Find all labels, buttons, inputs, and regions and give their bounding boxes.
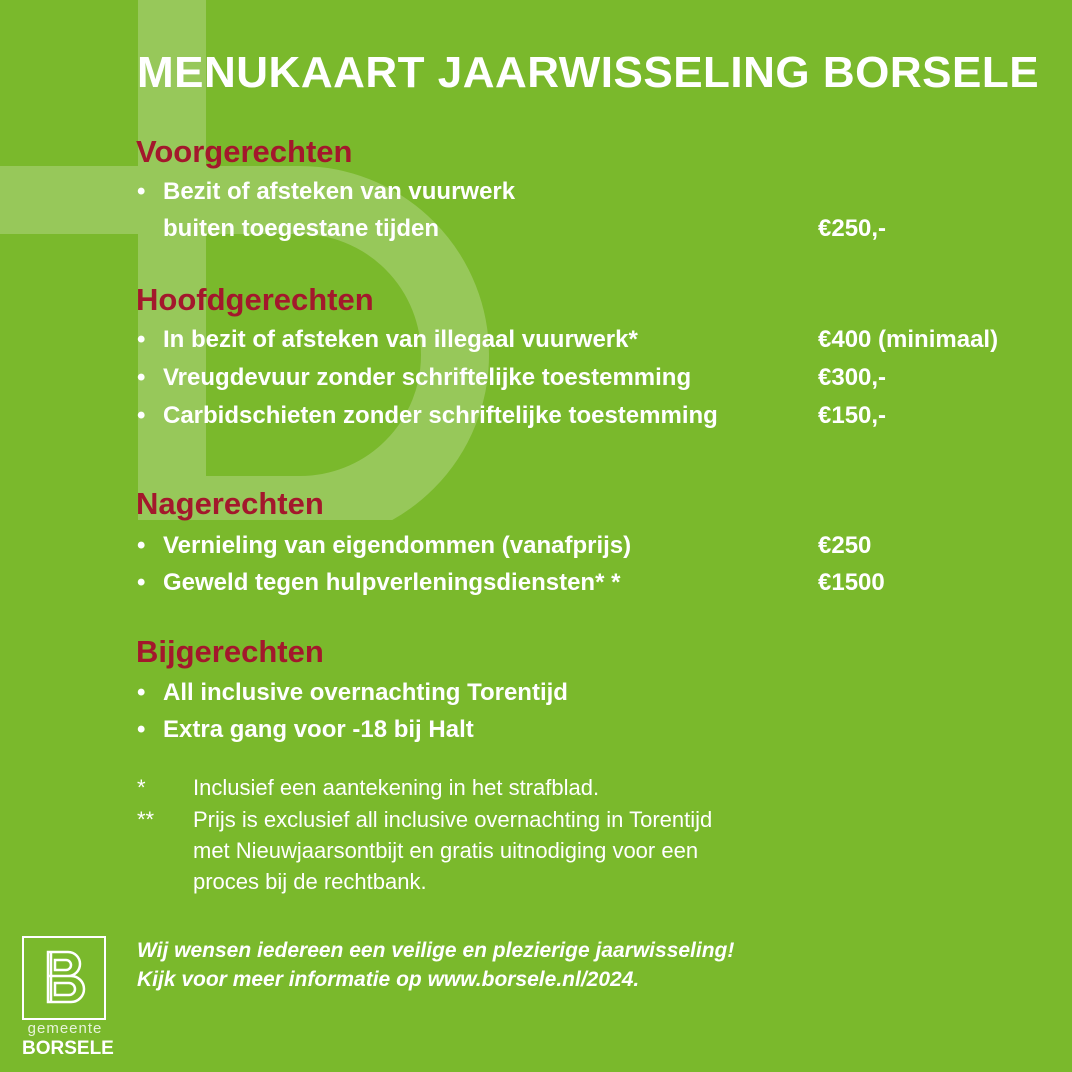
closing-message [137,936,734,994]
item-price: €250 [818,532,872,559]
menu-item [137,532,1037,562]
bullet: • [137,326,146,353]
item-price: €1500 [818,569,885,596]
item-text: Geweld tegen hulpverleningsdiensten* * [163,569,621,596]
logo-text-gemeente: gemeente [27,1020,103,1037]
logo-frame [22,936,106,1020]
footnote-mark: * [137,775,146,800]
item-text: In bezit of afsteken van illegaal vuurwerk* [163,326,638,353]
bullet: • [137,569,146,596]
closing-line: Kijk voor meer informatie op www.borsele.nl/2024. [137,968,640,991]
footnote-text: proces bij de rechtbank. [193,869,427,894]
footnote-mark: ** [137,807,155,832]
logo-text-borsele: BORSELE [22,1038,114,1059]
menu-item [137,326,1037,356]
page-title: MENUKAART JAARWISSELING BORSELE [137,48,1040,97]
borsele-logo [22,936,114,1066]
item-price: €150,- [818,402,887,429]
closing-line: Wij wensen iedereen een veilige en plezierige jaarwisseling! [137,939,735,962]
menu-item [137,569,1037,599]
item-text: Vreugdevuur zonder schriftelijke toestemming [163,364,692,391]
menu-item [137,364,1037,394]
item-text: Carbidschieten zonder schriftelijke toestemming [163,402,718,429]
section-heading-hoofdgerechten: Hoofdgerechten [136,282,374,317]
bullet: • [137,532,146,559]
section-heading-voorgerechten: Voorgerechten [136,134,353,169]
menu-item-continued [137,215,1037,245]
section-heading-nagerechten: Nagerechten [136,486,324,521]
item-text: All inclusive overnachting Torentijd [163,679,568,706]
menu-item [137,402,1037,432]
menu-item [137,178,1037,208]
menu-item [137,716,1037,746]
footnote-text: Inclusief een aantekening in het strafblad. [193,775,600,800]
item-text: Vernieling van eigendommen (vanafprijs) [163,532,632,559]
menu-item [137,679,1037,709]
item-price: €400 (minimaal) [818,326,999,353]
footnote-text: Prijs is exclusief all inclusive overnachting in Torentijd [193,807,713,832]
item-price: €250,- [818,215,887,242]
bullet: • [137,679,146,706]
b-logo-icon [24,938,104,1018]
bullet: • [137,178,146,205]
bullet: • [137,364,146,391]
section-heading-bijgerechten: Bijgerechten [136,634,324,669]
item-text: Bezit of afsteken van vuurwerk [163,178,516,205]
footnote-text: met Nieuwjaarsontbijt en gratis uitnodiging voor een [193,838,699,863]
bullet: • [137,716,146,743]
item-price: €300,- [818,364,887,391]
bullet: • [137,402,146,429]
item-text: Extra gang voor -18 bij Halt [163,716,474,743]
item-text: buiten toegestane tijden [163,215,440,242]
